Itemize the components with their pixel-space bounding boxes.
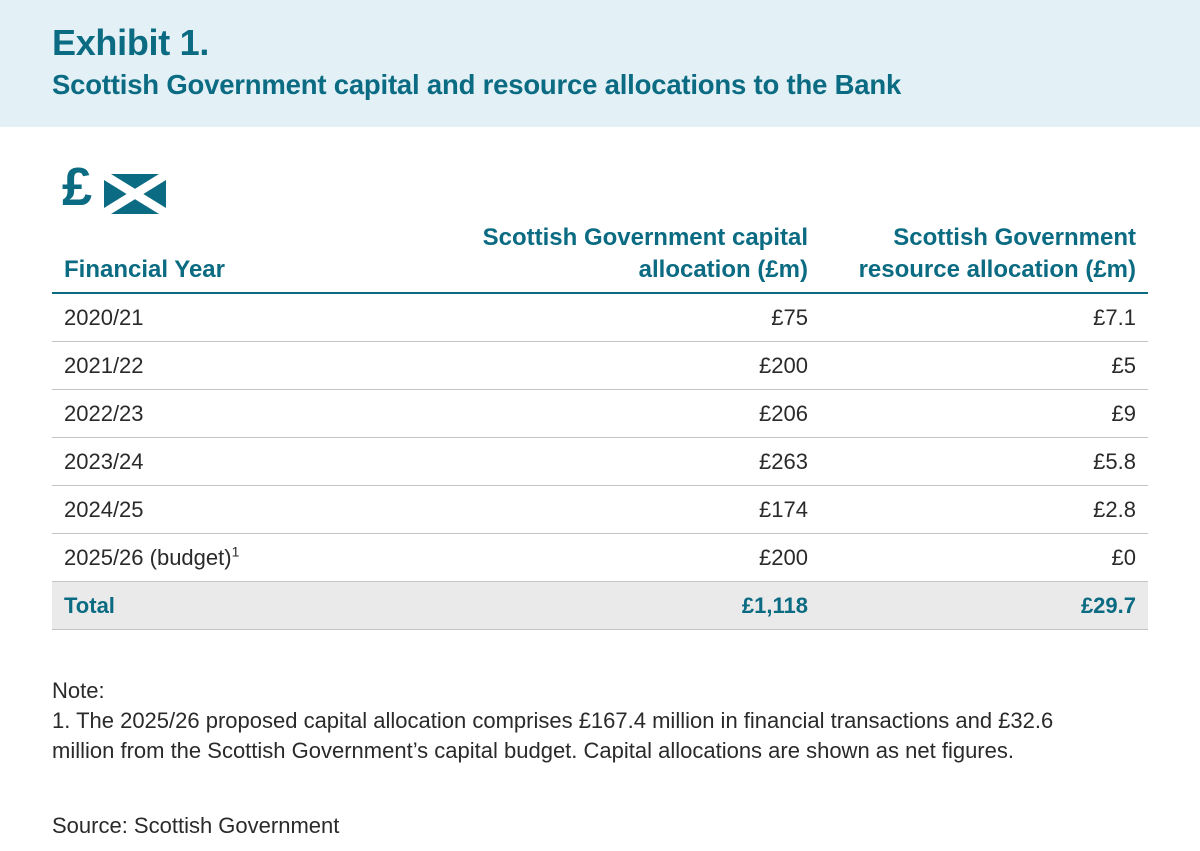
column-header-capital: Scottish Government capital allocation (£m) [456, 222, 820, 293]
total-label: Total [52, 582, 456, 630]
logo [62, 157, 172, 221]
source-text: Source: Scottish Government [52, 813, 340, 838]
year-cell: 2021/22 [52, 342, 456, 390]
year-cell [52, 534, 456, 582]
saltire-flag-icon [104, 174, 166, 214]
capital-cell: £200 [456, 534, 820, 582]
note-text: 1. The 2025/26 proposed capital allocation comprises £167.4 million in financial transactions and £32.6 million from the Scottish Government’s capital budget. Capital allocations are shown as net figures. [52, 708, 1054, 763]
year-cell: 2022/23 [52, 390, 456, 438]
year-cell: 2024/25 [52, 486, 456, 534]
total-row [52, 582, 1148, 630]
note-label: Note: [52, 678, 105, 703]
resource-cell: £7.1 [820, 293, 1148, 342]
resource-cell: £2.8 [820, 486, 1148, 534]
year-cell: 2023/24 [52, 438, 456, 486]
capital-cell: £206 [456, 390, 820, 438]
year-cell: 2020/21 [52, 293, 456, 342]
table-row [52, 486, 1148, 534]
total-capital: £1,118 [456, 582, 820, 630]
pound-symbol: £ [62, 157, 93, 217]
column-header-resource: Scottish Government resource allocation (£m) [820, 222, 1148, 293]
capital-cell: £200 [456, 342, 820, 390]
table-header-row [52, 222, 1148, 293]
table-row [52, 342, 1148, 390]
resource-cell: £5 [820, 342, 1148, 390]
resource-cell: £9 [820, 390, 1148, 438]
table-row [52, 534, 1148, 582]
resource-cell: £5.8 [820, 438, 1148, 486]
column-header-financial-year: Financial Year [52, 222, 456, 293]
total-resource: £29.7 [820, 582, 1148, 630]
allocations-table [52, 222, 1148, 630]
capital-cell: £75 [456, 293, 820, 342]
year-label: 2025/26 (budget) [64, 544, 232, 570]
table-row [52, 293, 1148, 342]
exhibit-title: Exhibit 1. [52, 22, 210, 63]
table-row [52, 438, 1148, 486]
resource-cell: £0 [820, 534, 1148, 582]
exhibit-header [0, 0, 1200, 127]
capital-cell: £174 [456, 486, 820, 534]
table-row [52, 390, 1148, 438]
capital-cell: £263 [456, 438, 820, 486]
exhibit-subtitle: Scottish Government capital and resource allocations to the Bank [52, 69, 902, 100]
footnote-marker: 1 [231, 543, 240, 560]
